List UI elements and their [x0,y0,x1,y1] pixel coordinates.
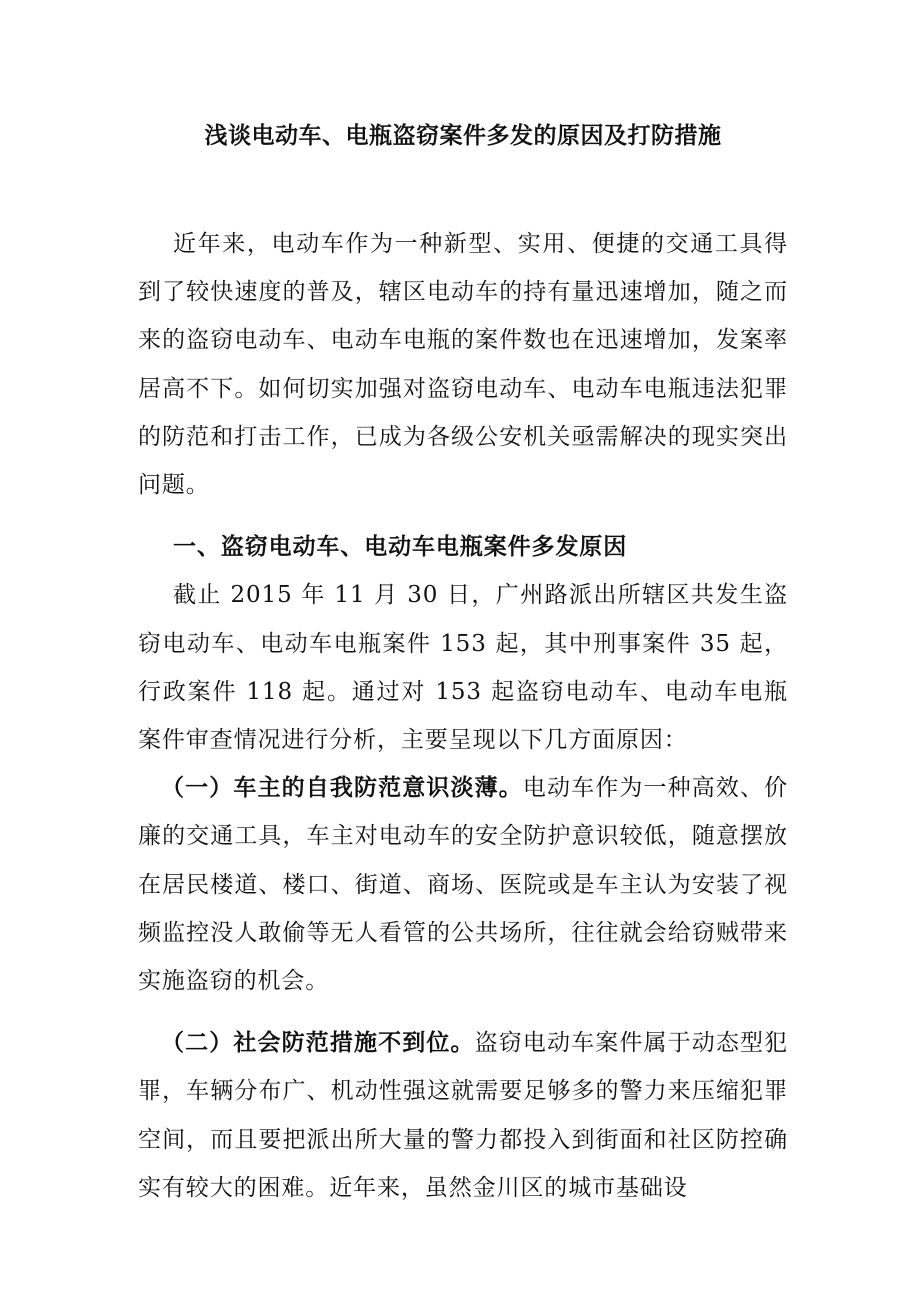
item2-paragraph [138,1019,788,1212]
item1-body: 电动车作为一种高效、价廉的交通工具，车主对电动车的安全防护意识较低，随意摆放在居民楼道、楼口、街道、商场、医院或是车主认为安装了视频监控没人敢偷等无人看管的公共场所，往往就会给窃贼带来实施盗窃的机会。 [138,775,788,995]
section1-paragraph: 截止 2015 年 11 月 30 日，广州路派出所辖区共发生盗窃电动车、电动车电瓶案件 153 起，其中刑事案件 35 起，行政案件 118 起。通过对 153 起盗窃电动车、电动车电瓶案件审查情况进行分析，主要呈现以下几方面原因： [138,582,788,754]
item2-body: 盗窃电动车案件属于动态型犯罪，车辆分布广、机动性强这就需要足够多的警力来压缩犯罪空间，而且要把派出所大量的警力都投入到街面和社区防控确实有较大的困难。近年来，虽然金川区的城市基础设 [138,1030,788,1201]
document-title: 浅谈电动车、电瓶盗窃案件多发的原因及打防措施 [204,123,722,149]
intro-paragraph: 近年来，电动车作为一种新型、实用、便捷的交通工具得到了较快速度的普及，辖区电动车的持有量迅速增加，随之而来的盗窃电动车、电动车电瓶的案件数也在迅速增加，发案率居高不下。如何切实加强对盗窃电动车、电动车电瓶违法犯罪的防范和打击工作，已成为各级公安机关亟需解决的现实突出问题。 [138,231,788,499]
item2-label: （二）社会防范措施不到位。 [161,1030,475,1057]
item-gap [138,1005,788,1019]
section-heading-1: 一、盗窃电动车、电动车电瓶案件多发原因 [173,534,628,561]
item1-label: （一）车主的自我防范意识淡薄。 [161,775,523,802]
section-gap [138,509,788,523]
title-spacer [138,162,788,220]
item1-paragraph [138,764,788,1005]
document-page [138,110,788,1212]
